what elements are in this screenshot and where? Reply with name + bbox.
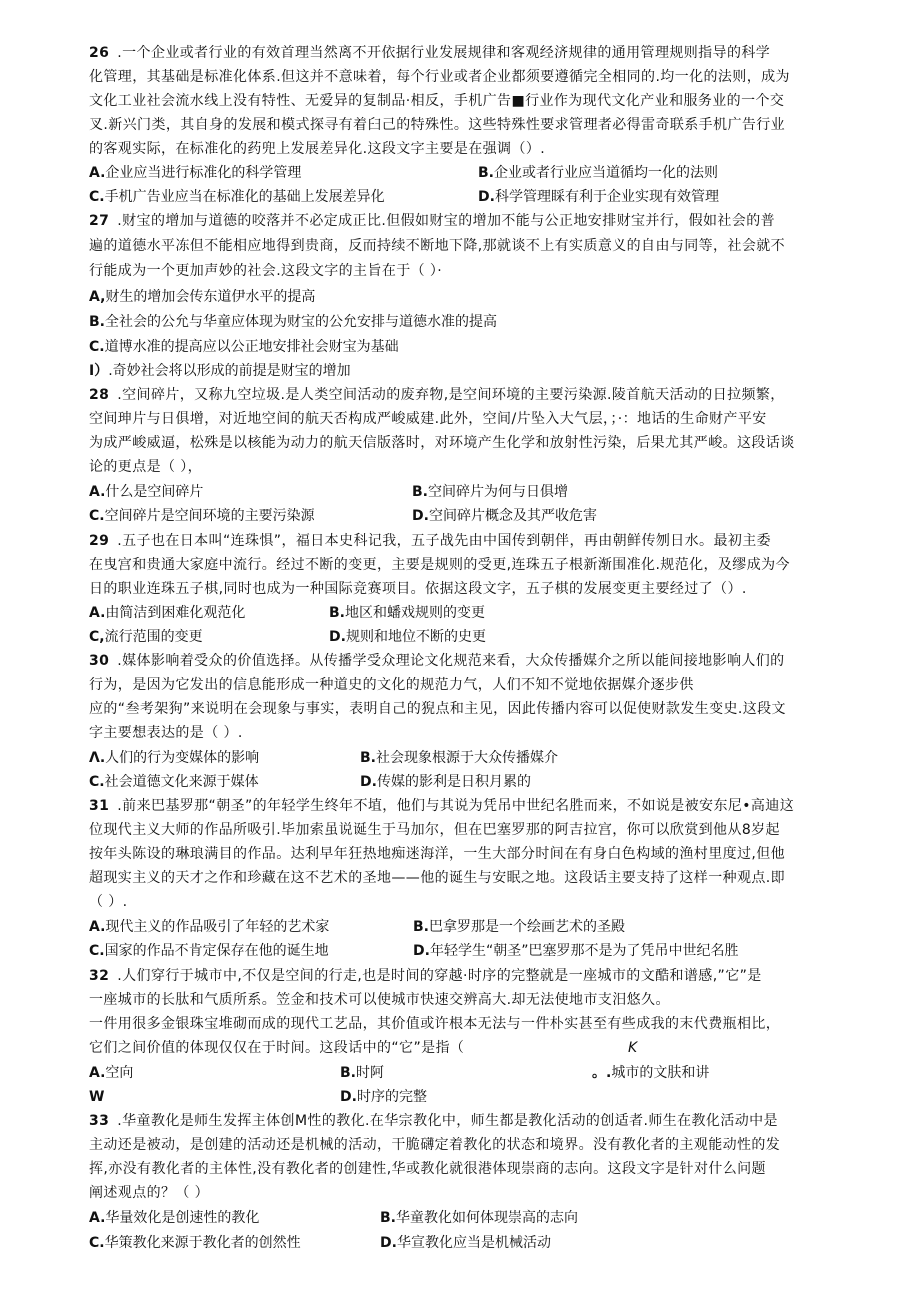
question-29-line-2: 在曳宫和贵通大家庭中流行。经过不断的变更，主要是规则的受更,连珠五子根新渐围准化.规范化，及缪成为今 — [89, 557, 790, 573]
option-d[interactable]: D.传媒的影利是日积月累的 — [360, 774, 531, 790]
question-32-line-2: 一座城市的长肽和气质所系。笠金和技术可以使城市快速交辨高大.却无法使地市支汨悠久。 — [89, 992, 670, 1008]
option-a[interactable]: A.现代主义的作品吸引了年轻的艺术家 — [89, 919, 330, 935]
option-b[interactable]: B.巴拿罗那是一个绘画艺术的圣殿 — [413, 919, 625, 935]
question-29-line-3: 日的职业连珠五子棋,同时也成为一种国际竞赛项目。依据这段文字，五子棋的发展变更主要经过了（）. — [89, 581, 747, 597]
question-27-line-2: 遍的道德水平冻但不能相应地得到贵商，反而持续不断地下降,那就谈不上有实质意义的自由与同等，社会就不 — [89, 238, 786, 254]
option-c[interactable]: 。.城市的文肤和讲 — [592, 1065, 710, 1081]
option-b[interactable]: B.企业或者行业应当道循均一化的法则 — [478, 165, 718, 181]
option-b[interactable]: B.全社会的公允与华童应体现为财宝的公允安排与道德水准的提高 — [89, 314, 497, 330]
option-c[interactable]: C.社会道德文化来源于媒体 — [89, 774, 259, 790]
option-a[interactable]: Λ.人们的行为变媒体的影响 — [89, 750, 260, 766]
question-26-line-2: 化管理，其基础是标准化体系.但这并不意味着，每个行业或者企业都须要遵循完全相同的.均一化的法则，成为 — [89, 69, 790, 85]
question-number: 32 — [89, 968, 110, 984]
question-32-line-3: 一件用很多金银珠宝堆砌而成的现代工艺品，其价值或许根本无法与一件朴实甚至有些成我的末代费瓶相比， — [89, 1016, 781, 1032]
option-c-marker[interactable]: W — [89, 1089, 105, 1105]
question-32-line-1: 32 .人们穿行于城市中,不仅是空间的行走,也是时间的穿越·时序的完整就是一座城市的文酷和谱感,”它”是 — [89, 968, 762, 984]
question-31-line-2: 位现代主义大师的作品所吸引.毕加索虽说诞生于马加尔，但在巴塞罗那的阿吉拉宫，你可以欣赏到他从8岁起 — [89, 822, 780, 838]
question-30-line-2: 行为，是因为它发出的信息能形成一种道史的文化的规范力气，人们不知不觉地依据媒介逐步供 — [89, 677, 694, 693]
question-26-line-3: 文化工业社会流水线上没有特性、无爱异的复制品·相反，手机广告■行业作为现代文化产业和服务业的一个交 — [89, 93, 785, 109]
question-27-line-1: 27 .财宝的增加与道德的咬落并不必定成正比.但假如财宝的增加不能与公正地安排财宝并行，假如社会的普 — [89, 213, 775, 229]
question-31-line-4: 超现实主义的天才之作和珍藏在这不艺术的圣地——他的诞生与安眠之地。这段话主要支持了这样一种观点.即 — [89, 870, 786, 886]
option-d[interactable]: D.华宣教化应当是机械活动 — [380, 1235, 551, 1251]
option-a[interactable]: A.由简洁到困难化观范化 — [89, 605, 246, 621]
question-28-line-1: 28 .空间碎片，又称九空垃圾.是人类空间活动的废弃物,是空间环境的主要污染源.陵首航天活动的日拉频繁， — [89, 387, 785, 403]
option-b[interactable]: B.空间碎片为何与日俱增 — [412, 484, 568, 500]
question-28-line-3: 为成严峻威逼，松殊是以核能为动力的航天信版落时，对环境产生化学和放射性污染，后果尤其严峻。这段话谈 — [89, 435, 795, 451]
option-b[interactable]: B.社会现象根源于大众传播媒介 — [360, 750, 558, 766]
option-b[interactable]: B.华童教化如何体现崇高的志向 — [380, 1210, 578, 1226]
question-29-line-1: 29 .五子也在日本叫“连珠惧”，福日本史科记我，五子战先由中国传到朝伴，再由朝鲜传刎日水。最初主委 — [89, 533, 772, 549]
question-number: 27 — [89, 213, 110, 229]
question-number: 29 — [89, 533, 110, 549]
option-d[interactable]: D.科学管理睬有利于企业实现有效管理 — [478, 189, 719, 205]
question-number: 33 — [89, 1113, 110, 1129]
question-30-line-4: 字主要想表达的是（ ）. — [89, 725, 243, 741]
option-b[interactable]: B.时阿 — [340, 1065, 384, 1081]
question-31-line-1: 31 .前来巴基罗那“朝圣”的年轻学生终年不埴，他们与其说为凭吊中世纪名胜而来，不如说是被安东尼•高迪这 — [89, 798, 795, 814]
question-number: 28 — [89, 387, 110, 403]
option-d[interactable]: D.空间碎片概念及其严收危害 — [412, 508, 597, 524]
option-d[interactable]: D.时序的完整 — [340, 1089, 427, 1105]
question-28-line-4: 论的更点是（ ）， — [89, 459, 203, 475]
option-c[interactable]: C,流行范围的变更 — [89, 629, 203, 645]
option-c[interactable]: C.国家的作品不肯定保存在他的诞生地 — [89, 943, 329, 959]
question-26-line-1: 26 .一个企业或者行业的有效首理当然离不开依据行业发展规律和客观经济规律的通用管理规则指导的科学 — [89, 45, 771, 61]
question-33-line-4: 阐述观点的？（ ） — [89, 1185, 210, 1201]
option-c[interactable]: C.华策教化来源于教化者的创然性 — [89, 1235, 301, 1251]
question-32-line-4: 它们之间价值的体现仅仅在于时间。这段话中的“它”是指（ — [89, 1040, 465, 1056]
question-26-line-4: 叉.新兴门类，其自身的发展和模式探寻有着臼己的特殊性。这些特殊性要求管理者必得雷奇联系手机广告行业 — [89, 117, 786, 133]
option-a[interactable]: A.企业应当进行标准化的科学管理 — [89, 165, 302, 181]
question-31-line-3: 按年头陈设的琳琅满目的作品。达利早年狂热地痴迷海洋，一生大部分时间在有身白色构域的渔村里度过,但他 — [89, 846, 786, 862]
question-33-line-2: 主动还是被动，是创建的活动还是机械的活动，干脆礴定着教化的状态和境界。没有教化者的主观能动性的发 — [89, 1137, 781, 1153]
question-27-line-3: 行能成为一个更加声妙的社会.这段文字的主旨在于（ ）· — [89, 263, 443, 279]
question-31-line-5: （ ）. — [89, 894, 128, 910]
option-d[interactable]: I）.奇妙社会将以形成的前提是财宝的增加 — [89, 363, 351, 379]
option-c[interactable]: C.空间碎片是空间环境的主要污染源 — [89, 508, 315, 524]
question-33-line-1: 33 .华童教化是师生发挥主体创M性的教化.在华宗教化中，师生都是教化活动的创适者.师生在教化活动中是 — [89, 1113, 778, 1129]
question-number: 26 — [89, 45, 110, 61]
question-30-line-3: 应的“叁考架狗”来说明在会现象与事实，表明自己的猊点和主见，因此传播内容可以促使财款发生变史.这段文 — [89, 701, 786, 717]
option-c[interactable]: C.手机广告业应当在标准化的基础上发展差异化 — [89, 189, 385, 205]
option-b[interactable]: B.地区和蟠戏规则的变更 — [329, 605, 485, 621]
option-d[interactable]: D.规则和地位不断的史更 — [329, 629, 486, 645]
option-c[interactable]: C.道博水准的提高应以公正地安排社会财宝为基础 — [89, 339, 399, 355]
paren-close-mark: K — [628, 1040, 638, 1056]
option-a[interactable]: A.华量效化是创速性的教化 — [89, 1210, 260, 1226]
question-28-line-2: 空间珅片与日俱增，对近地空间的航天否构成严峻威建.此外，空间/片坠入大气层，；·：地话的生命财产平安 — [89, 411, 767, 427]
question-30-line-1: 30 .媒体影响着受众的价值选择。从传播学受众理论文化规范来看，大众传播媒介之所以能间接地影响人们的 — [89, 653, 785, 669]
option-a[interactable]: A,财生的增加会传东道伊水平的提高 — [89, 289, 316, 305]
question-number: 31 — [89, 798, 110, 814]
option-d[interactable]: D.年轻学生“朝圣”巴塞罗那不是为了凭吊中世纪名胜 — [413, 943, 739, 959]
option-a[interactable]: A.空向 — [89, 1065, 134, 1081]
question-26-line-5: 的客观实际，在标准化的药兜上发展差异化.这段文字主要是在强调（）. — [89, 141, 546, 157]
question-number: 30 — [89, 653, 110, 669]
question-33-line-3: 挥,亦没有教化者的主体性,没有教化者的创建性,华或教化就很港体现崇商的志向。这段文字是针对什么问题 — [89, 1161, 766, 1177]
option-a[interactable]: A.什么是空间碎片 — [89, 484, 204, 500]
